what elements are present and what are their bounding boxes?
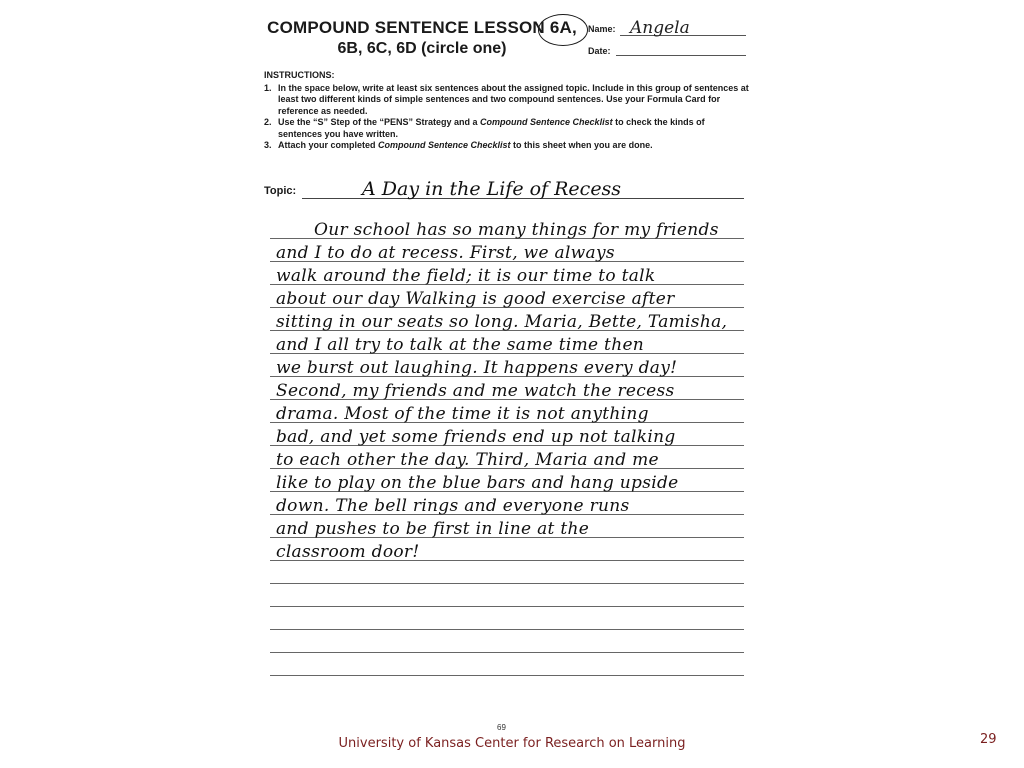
circled-6a-mark <box>538 14 588 46</box>
instruction-number: 2. <box>264 117 272 127</box>
instruction-item <box>264 83 749 118</box>
essay-line: sitting in our seats so long. Maria, Bette, Tamisha, <box>276 312 728 332</box>
essay-line: and I all try to talk at the same time then <box>276 335 645 355</box>
essay-line: about our day Walking is good exercise after <box>276 289 675 309</box>
instructions-heading: INSTRUCTIONS: <box>264 70 335 80</box>
essay-line: and pushes to be first in line at the <box>276 519 590 539</box>
worksheet-page-number: 69 <box>497 723 506 732</box>
topic-label: Topic: <box>264 185 297 197</box>
instruction-text: Attach your completed Compound Sentence Checklist to this sheet when you are done. <box>278 140 653 150</box>
ruled-line <box>270 583 744 584</box>
instruction-text: In the space below, write at least six sentences about the assigned topic. Include in this group of sentences at least two different kinds of simple sentences and two compound sentences. Use your Formula Card for reference as needed. <box>278 82 749 116</box>
date-label: Date: <box>588 46 611 56</box>
worksheet <box>262 10 762 740</box>
essay-line: down. The bell rings and everyone runs <box>276 496 630 516</box>
instruction-number: 1. <box>264 82 272 93</box>
name-label: Name: <box>588 24 616 34</box>
essay-line: to each other the day. Third, Maria and me <box>276 450 659 470</box>
essay-line: Our school has so many things for my friends <box>314 220 719 240</box>
instruction-item <box>264 140 749 152</box>
instruction-item <box>264 117 749 140</box>
essay-line: like to play on the blue bars and hang upside <box>276 473 679 493</box>
student-name: Angela <box>630 18 690 38</box>
essay-line: walk around the field; it is our time to talk <box>276 266 656 286</box>
instruction-number: 3. <box>264 140 272 150</box>
essay-line: and I to do at recess. First, we always <box>276 243 615 263</box>
title-line-2: 6B, 6C, 6D (circle one) <box>337 40 507 57</box>
ruled-line <box>270 629 744 630</box>
topic-value: A Day in the Life of Recess <box>362 178 622 200</box>
date-line <box>616 55 746 56</box>
essay-line: classroom door! <box>276 542 420 562</box>
essay-line: we burst out laughing. It happens every day! <box>276 358 678 378</box>
footer-organization: University of Kansas Center for Research on Learning <box>338 736 686 751</box>
ruled-line <box>270 606 744 607</box>
instruction-text: Use the “S” Step of the “PENS” Strategy and a Compound Sentence Checklist to check the kinds of sentences you have written. <box>278 117 705 139</box>
slide-number: 29 <box>980 732 997 747</box>
essay-line: bad, and yet some friends end up not talking <box>276 427 676 447</box>
ruled-line <box>270 652 744 653</box>
ruled-line <box>270 675 744 676</box>
essay-line: drama. Most of the time it is not anything <box>276 404 649 424</box>
worksheet-title <box>262 18 582 58</box>
essay-line: Second, my friends and me watch the recess <box>276 381 675 401</box>
instructions <box>264 70 749 152</box>
title-line-1: COMPOUND SENTENCE LESSON 6A, <box>267 18 577 37</box>
